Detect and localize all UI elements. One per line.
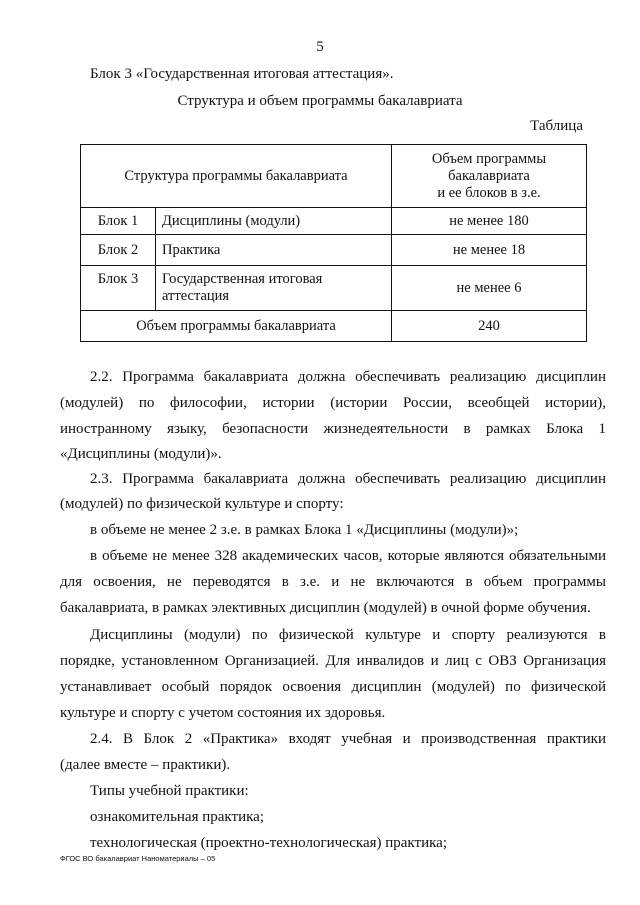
paragraph-line: «Дисциплины (модули)». (60, 446, 222, 462)
table-row (81, 208, 587, 235)
paragraph-line: для освоения, не переводятся в з.е. и не включаются в объем программы (60, 574, 606, 590)
table-label: Таблица (530, 118, 583, 134)
paragraph-line: культуре и спорту с учетом состояния их здоровья. (60, 705, 386, 721)
paragraph-line: бакалавриата, в рамках элективных дисциплин (модулей) в очной форме обучения. (60, 600, 591, 616)
paragraph-line: порядке, установленном Организацией. Для инвалидов и лиц с ОВЗ Организация (60, 653, 606, 669)
header-volume-line: Объем программы (431, 150, 547, 167)
table-total-row (81, 311, 587, 342)
total-value-cell: 240 (392, 311, 587, 342)
volume-cell: не менее 180 (392, 208, 587, 235)
table-header-row (81, 145, 587, 208)
paragraph-line: 2.4. В Блок 2 «Практика» входят учебная и производственная практики (90, 731, 606, 747)
header-structure: Структура программы бакалавриата (81, 145, 392, 208)
paragraph-line: устанавливает особый порядок освоения дисциплин (модулей) по физической (60, 679, 606, 695)
block-3-line: Блок 3 «Государственная итоговая аттестация». (90, 66, 394, 82)
paragraph-line: технологическая (проектно-технологическая) практика; (90, 835, 447, 851)
block-cell: Блок 1 (81, 208, 156, 235)
block-name-cell: Дисциплины (модули) (156, 208, 392, 235)
document-footer: ФГОС ВО бакалавриат Наноматериалы – 05 (60, 854, 216, 863)
paragraph-line: Типы учебной практики: (90, 783, 249, 799)
paragraph-line: 2.2. Программа бакалавриата должна обеспечивать реализацию дисциплин (90, 369, 606, 385)
header-volume-line: бакалавриата (448, 167, 530, 184)
paragraph-line: (модулей) по философии, истории (истории России, всеобщей истории), (60, 395, 606, 411)
paragraph-line: иностранному языку, безопасности жизнедеятельности в рамках Блока 1 (60, 421, 606, 437)
block-name-cell: Государственная итоговая аттестация (156, 266, 392, 311)
table-row (81, 235, 587, 266)
table-caption: Структура и объем программы бакалавриата (177, 93, 463, 109)
header-volume (392, 145, 587, 208)
total-label-cell: Объем программы бакалавриата (81, 311, 392, 342)
paragraph-line: в объеме не менее 328 академических часов, которые являются обязательными (90, 548, 606, 564)
paragraph-line: (модулей) по физической культуре и спорту: (60, 496, 344, 512)
block-cell: Блок 2 (81, 235, 156, 266)
block-cell: Блок 3 (81, 266, 156, 311)
paragraph-line: ознакомительная практика; (90, 809, 264, 825)
volume-cell: не менее 18 (392, 235, 587, 266)
paragraph-line: Дисциплины (модули) по физической культуре и спорту реализуются в (90, 627, 606, 643)
block-name-cell: Практика (156, 235, 392, 266)
table-row (81, 266, 587, 311)
header-volume-line: и ее блоков в з.е. (437, 184, 541, 201)
program-structure-table (80, 144, 587, 342)
volume-cell: не менее 6 (392, 266, 587, 311)
paragraph-line: (далее вместе – практики). (60, 757, 231, 773)
paragraph-line: в объеме не менее 2 з.е. в рамках Блока 1 «Дисциплины (модули)»; (90, 522, 519, 538)
page-number: 5 (316, 39, 324, 55)
paragraph-line: 2.3. Программа бакалавриата должна обеспечивать реализацию дисциплин (90, 471, 606, 487)
